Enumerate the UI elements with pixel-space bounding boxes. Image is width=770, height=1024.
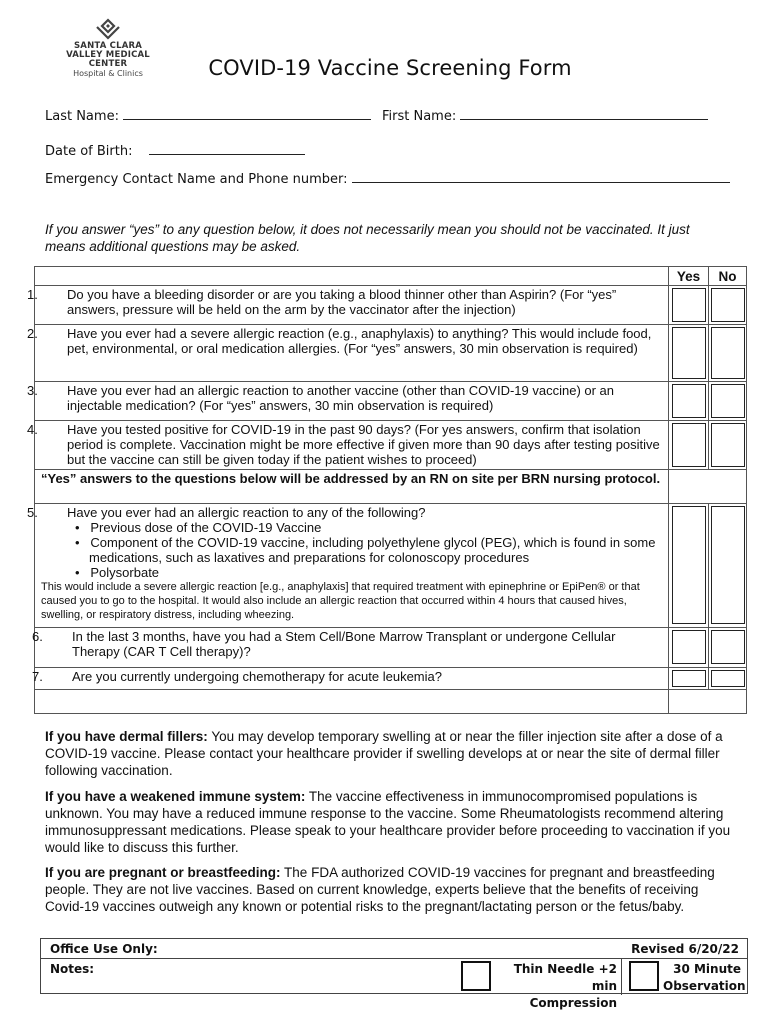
thin-needle-checkbox[interactable] <box>461 961 491 991</box>
question-row-4 <box>35 421 747 470</box>
revised-date: Revised 6/20/22 <box>631 942 739 956</box>
observation-label: 30 Minute Observation <box>663 962 746 993</box>
dob-label: Date of Birth: <box>45 144 133 159</box>
emergency-contact-line[interactable] <box>352 171 730 183</box>
yes-header: Yes <box>669 267 709 286</box>
logo-line-1: SANTA CLARA <box>73 41 143 51</box>
q6-yes-checkbox[interactable] <box>672 630 706 664</box>
q5-no-checkbox[interactable] <box>711 506 745 624</box>
office-use-label: Office Use Only: <box>50 942 158 956</box>
question-number: 5. <box>27 505 38 520</box>
thin-needle-label: Thin Needle +2 min Compression <box>513 962 617 1010</box>
rn-note-blank <box>669 470 747 504</box>
first-name-field[interactable] <box>382 108 708 124</box>
q5-bullet-1: • Previous dose of the COVID-19 Vaccine <box>75 520 322 535</box>
immune-system-heading: If you have a weakened immune system: <box>45 789 306 804</box>
last-name-line[interactable] <box>123 108 371 120</box>
question-row-3 <box>35 382 747 421</box>
screening-question-table <box>27 266 747 714</box>
question-row-2 <box>35 325 747 382</box>
question-row-6 <box>35 628 747 668</box>
immune-system-text: The vaccine effectiveness in immunocompromised populations is unknown. You may have a reduced immune response to the vaccine. Some Rheumatologists recommend altering immunosuppressant medications. Please speak to your healthcare provider before proceeding to vaccination if you would like to discuss this further. <box>45 789 731 855</box>
logo-line-2: VALLEY MEDICAL CENTER <box>66 50 150 69</box>
immune-system-paragraph <box>45 788 735 856</box>
last-name-label: Last Name: <box>45 109 119 124</box>
q4-yes-checkbox[interactable] <box>672 423 706 467</box>
dermal-fillers-heading: If you have dermal fillers: <box>45 729 208 744</box>
pregnancy-heading: If you are pregnant or breastfeeding: <box>45 865 281 880</box>
question-number: 6. <box>32 629 43 644</box>
question-row-7 <box>35 668 747 690</box>
question-5-text: Have you ever had an allergic reaction to any of the following? <box>67 505 426 520</box>
page-title: COVID-19 Vaccine Screening Form <box>208 56 572 80</box>
question-number: 3. <box>27 383 38 398</box>
logo-mark-icon <box>94 18 122 40</box>
question-number: 1. <box>27 287 38 302</box>
question-6-text: In the last 3 months, have you had a Stem Cell/Bone Marrow Transplant or undergone Cellular Therapy (CAR T Cell therapy)? <box>72 629 616 659</box>
question-7-text: Are you currently undergoing chemotherapy for acute leukemia? <box>72 669 442 684</box>
q2-no-checkbox[interactable] <box>711 327 745 379</box>
rn-note-row <box>35 470 747 504</box>
question-row-5 <box>35 504 747 628</box>
last-name-field[interactable] <box>45 108 371 124</box>
q5-yes-checkbox[interactable] <box>672 506 706 624</box>
q7-no-checkbox[interactable] <box>711 670 745 687</box>
rn-note: “Yes” answers to the questions below will be addressed by an RN on site per BRN nursing protocol. <box>35 470 669 504</box>
emergency-contact-field[interactable] <box>45 171 730 187</box>
q1-no-checkbox[interactable] <box>711 288 745 322</box>
question-4-text: Have you tested positive for COVID-19 in the past 90 days? (For yes answers, confirm that isolation period is complete. Vaccination might be more effective if given more than 90 days after testing positive but the vaccine can still be given today if the patient wishes to proceed) <box>67 422 660 467</box>
notes-label: Notes: <box>50 962 95 976</box>
intro-text: If you answer “yes” to any question below, it does not necessarily mean you should not be vaccinated. It just means additional questions may be asked. <box>45 222 690 254</box>
no-header: No <box>709 267 747 286</box>
q5-bullet-3: • Polysorbate <box>75 565 160 580</box>
q3-no-checkbox[interactable] <box>711 384 745 418</box>
dermal-fillers-paragraph <box>45 728 735 779</box>
office-use-header-row <box>41 939 747 959</box>
q3-yes-checkbox[interactable] <box>672 384 706 418</box>
q2-yes-checkbox[interactable] <box>672 327 706 379</box>
question-number: 7. <box>32 669 43 684</box>
table-blank-row <box>35 690 747 714</box>
question-row-1 <box>35 286 747 325</box>
q4-no-checkbox[interactable] <box>711 423 745 467</box>
q5-bullet-2: • Component of the COVID-19 vaccine, including polyethylene glycol (PEG), which is found in some medications, such as laxatives and preparations for colonoscopy procedures <box>75 535 656 565</box>
question-2-text: Have you ever had a severe allergic reaction (e.g., anaphylaxis) to anything? This would include food, pet, environmental, or oral medication allergies. (For “yes” answers, 30 min observation is required) <box>67 326 652 356</box>
first-name-label: First Name: <box>382 109 457 124</box>
q7-yes-checkbox[interactable] <box>672 670 706 687</box>
pregnancy-paragraph <box>45 864 735 915</box>
dob-field[interactable] <box>45 143 305 159</box>
dob-line[interactable] <box>149 143 305 155</box>
dermal-fillers-text: You may develop temporary swelling at or near the filler injection site after a dose of a COVID-19 vaccine. Please contact your healthcare provider if swelling develops at or near the site of dermal filler following vaccination. <box>45 729 723 778</box>
q6-no-checkbox[interactable] <box>711 630 745 664</box>
question-number: 2. <box>27 326 38 341</box>
pregnancy-text: The FDA authorized COVID-19 vaccines for pregnant and breastfeeding people. They are not live vaccines. Based on current knowledge, experts believe that the benefits of receiving Covid-19 vaccines outweigh any known or potential risks to the pregnant/lactating person or the fetus/baby. <box>45 865 715 914</box>
q5-note: This would include a severe allergic reaction [e.g., anaphylaxis] that required treatment with epinephrine or EpiPen® or that caused you to go to the hospital. It would also include an allergic reaction that occurred within 4 hours that caused hives, swelling, or respiratory distress, including wheezing. <box>41 581 640 621</box>
q1-yes-checkbox[interactable] <box>672 288 706 322</box>
question-3-text: Have you ever had an allergic reaction to another vaccine (other than COVID-19 vaccine) or an injectable medication? (For “yes” answers, 30 min observation is required) <box>67 383 615 413</box>
emergency-contact-label: Emergency Contact Name and Phone number: <box>45 172 348 187</box>
header-blank-cell <box>35 267 669 286</box>
first-name-line[interactable] <box>460 108 708 120</box>
office-divider <box>621 959 622 995</box>
office-use-box <box>40 938 748 1010</box>
logo-line-3: Hospital & Clinics <box>73 69 143 78</box>
observation-checkbox[interactable] <box>629 961 659 991</box>
table-header-row <box>35 267 747 286</box>
question-1-text: Do you have a bleeding disorder or are you taking a blood thinner other than Aspirin? (For “yes” answers, pressure will be held on the arm by the vaccinator after the injection) <box>67 287 617 317</box>
question-number: 4. <box>27 422 38 437</box>
